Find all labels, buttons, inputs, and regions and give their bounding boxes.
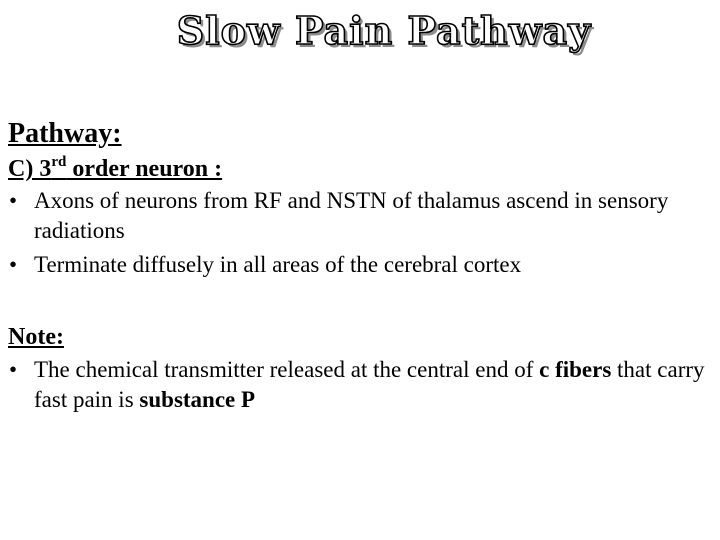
slide-title: Slow Pain Pathway: [176, 8, 592, 53]
neuron-heading-prefix: C) 3: [8, 156, 52, 183]
bullet-icon: •: [9, 251, 18, 277]
note-text-part1: The chemical transmitter released at the central end of: [34, 357, 540, 383]
list-item-text: Axons of neurons from RF and NSTN of thalamus ascend in sensory radiations: [34, 187, 669, 243]
neuron-heading-suffix: order neuron :: [66, 156, 223, 183]
neuron-heading: [8, 156, 708, 184]
list-item: [8, 250, 708, 280]
list-item: [8, 186, 708, 246]
list-item: [8, 355, 708, 415]
bullet-icon: •: [9, 357, 18, 383]
note-bullet-list: [8, 355, 708, 415]
note-text-c-fibers: c fibers: [539, 357, 612, 383]
bullet-icon: •: [9, 187, 18, 213]
list-item-text: Terminate diffusely in all areas of the cerebral cortex: [34, 251, 522, 277]
pathway-heading: Pathway:: [8, 118, 122, 149]
slide-content: [8, 118, 708, 419]
neuron-heading-superscript: rd: [51, 154, 67, 171]
note-text-substance-p: substance P: [139, 387, 256, 413]
note-text-part2: that carry fast pain is: [34, 357, 705, 413]
pathway-bullet-list: [8, 186, 708, 280]
note-heading: Note:: [8, 323, 64, 350]
